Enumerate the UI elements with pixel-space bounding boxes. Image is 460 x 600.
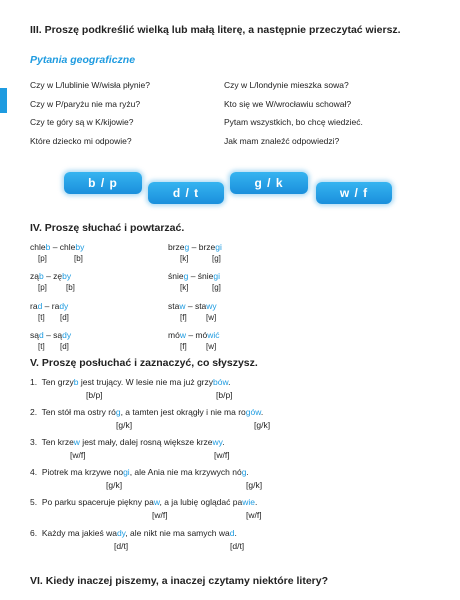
poem-line-right-1: Czy w L/londynie mieszka sowa?: [224, 80, 349, 90]
bubble-w-f: w / f: [316, 182, 392, 204]
answer-option[interactable]: [g/k]: [106, 480, 123, 490]
word-pair-zab: ząb – zęby: [30, 271, 72, 281]
poem-line-left-3: Czy te góry są w K/kijowie?: [30, 117, 134, 127]
answer-option[interactable]: [b/p]: [86, 390, 103, 400]
poem-line-left-1: Czy w L/lublinie W/wisła płynie?: [30, 80, 150, 90]
answer-option[interactable]: [w/f]: [70, 450, 86, 460]
poem-line-right-3: Pytam wszystkich, bo chcę wiedzieć.: [224, 117, 363, 127]
left-accent-bar: [0, 88, 7, 113]
phoneme: [g]: [212, 254, 221, 263]
section-5-title: V. Proszę posłuchać i zaznaczyć, co słyszysz.: [30, 357, 258, 369]
poem-line-left-4: Które dziecko mi odpowie?: [30, 136, 132, 146]
answer-option[interactable]: [d/t]: [230, 541, 245, 551]
phoneme: [d]: [60, 342, 69, 351]
word-pair-rad: rad – rady: [30, 301, 69, 311]
answer-option[interactable]: [g/k]: [254, 420, 271, 430]
word-pair-staw: staw – stawy: [168, 301, 217, 311]
phoneme: [w]: [206, 313, 217, 322]
bubble-b-p: b / p: [64, 172, 142, 194]
section-3-title: III. Proszę podkreślić wielką lub małą literę, a następnie przeczytać wiersz.: [30, 24, 401, 36]
poem-line-right-4: Jak mam znaleźć odpowiedzi?: [224, 136, 340, 146]
word-pair-snieg: śnieg – śniegi: [168, 271, 220, 281]
phoneme: [f]: [180, 313, 187, 322]
answer-option[interactable]: [b/p]: [216, 390, 233, 400]
phoneme: [k]: [180, 283, 189, 292]
answer-option[interactable]: [w/f]: [214, 450, 230, 460]
answer-option[interactable]: [g/k]: [116, 420, 133, 430]
phoneme: [d]: [60, 313, 69, 322]
sentence-item-5: 5. Po parku spaceruje piękny paw, a ja lubię oglądać pawie.: [30, 497, 258, 507]
poem-line-left-2: Czy w P/paryżu nie ma ryżu?: [30, 99, 141, 109]
word-pair-chleb: chleb – chleby: [30, 242, 85, 252]
section-3-subtitle: Pytania geograficzne: [30, 54, 136, 66]
sentence-item-3: 3. Ten krzew jest mały, dalej rosną większe krzewy.: [30, 437, 225, 447]
sentence-item-1: 1. Ten grzyb jest trujący. W lesie nie ma już grzybów.: [30, 377, 231, 387]
phoneme: [w]: [206, 342, 217, 351]
section-6-title: VI. Kiedy inaczej piszemy, a inaczej czytamy niektóre litery?: [30, 575, 329, 587]
phoneme: [k]: [180, 254, 189, 263]
bubble-d-t: d / t: [148, 182, 224, 204]
phoneme: [p]: [38, 283, 47, 292]
phoneme: [g]: [212, 283, 221, 292]
word-pair-brzeg: brzeg – brzegi: [168, 242, 222, 252]
answer-option[interactable]: [w/f]: [152, 510, 168, 520]
sentence-item-2: 2. Ten stół ma ostry róg, a tamten jest okrągły i nie ma rogów.: [30, 407, 264, 417]
answer-option[interactable]: [g/k]: [246, 480, 263, 490]
phoneme: [f]: [180, 342, 187, 351]
section-4-title: IV. Proszę słuchać i powtarzać.: [30, 222, 185, 234]
phoneme: [p]: [38, 254, 47, 263]
sentence-item-6: 6. Każdy ma jakieś wady, ale nikt nie ma samych wad.: [30, 528, 237, 538]
answer-option[interactable]: [w/f]: [246, 510, 262, 520]
phoneme: [b]: [74, 254, 83, 263]
word-pair-sad: sąd – sądy: [30, 330, 72, 340]
bubble-g-k: g / k: [230, 172, 308, 194]
sentence-item-4: 4. Piotrek ma krzywe nogi, ale Ania nie ma krzywych nóg.: [30, 467, 249, 477]
poem-line-right-2: Kto się we W/wrocławiu schował?: [224, 99, 352, 109]
word-pair-mow: mów – mówić: [168, 330, 220, 340]
phoneme: [t]: [38, 342, 45, 351]
answer-option[interactable]: [d/t]: [114, 541, 129, 551]
phoneme: [b]: [66, 283, 75, 292]
phoneme: [t]: [38, 313, 45, 322]
